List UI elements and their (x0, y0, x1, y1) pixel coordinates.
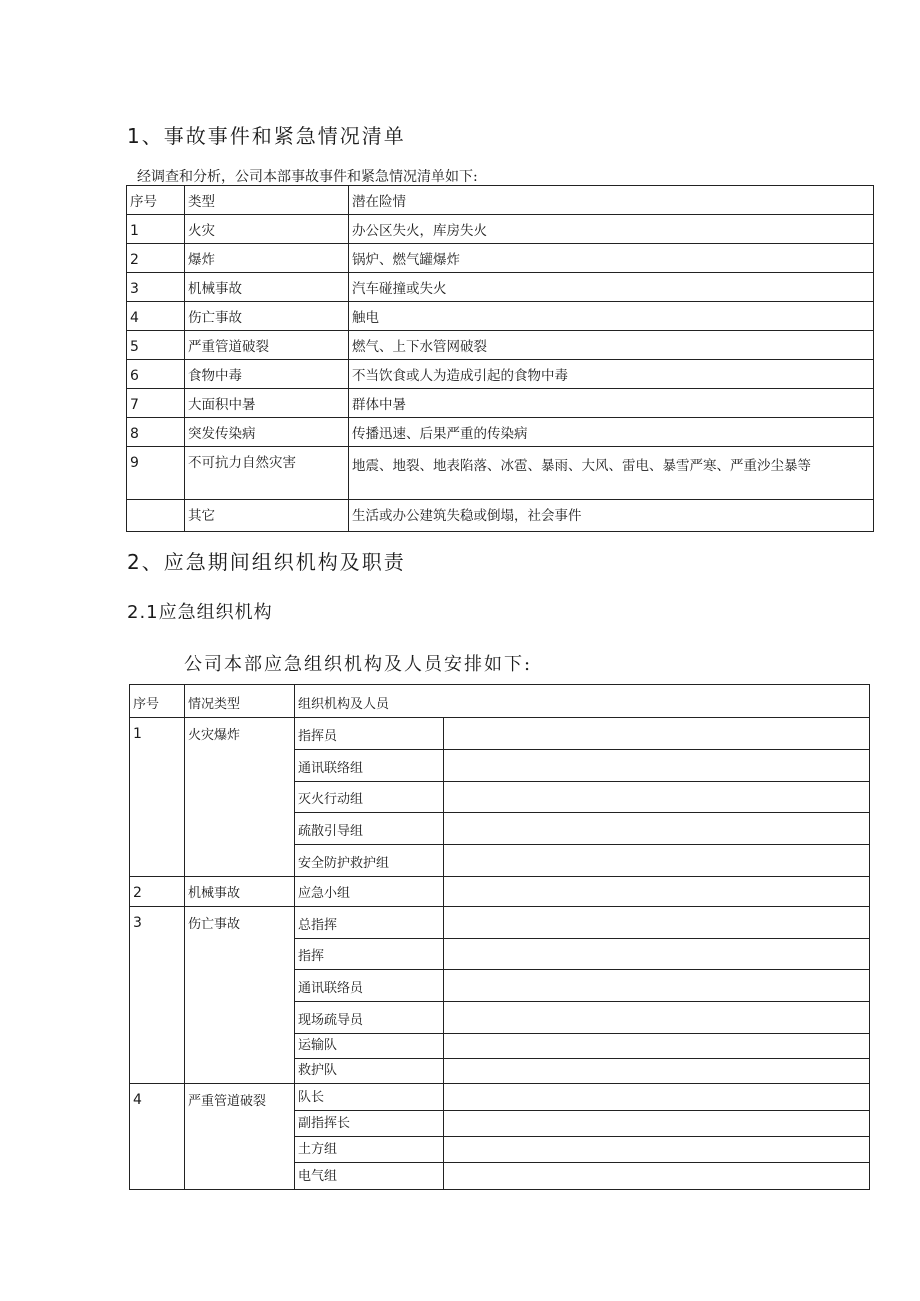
personnel-cell (444, 782, 870, 813)
row-risk: 汽车碰撞或失火 (349, 273, 874, 302)
personnel-cell (444, 877, 870, 907)
personnel-cell (444, 907, 870, 939)
row-risk: 传播迅速、后果严重的传染病 (349, 418, 874, 447)
table-row (130, 877, 870, 907)
personnel-cell (444, 1034, 870, 1059)
table-row (127, 360, 874, 389)
incident-list-table (126, 185, 874, 532)
role-cell: 队长 (295, 1084, 444, 1111)
row-risk: 群体中暑 (349, 389, 874, 418)
role-cell: 通讯联络员 (295, 970, 444, 1002)
row-number: 6 (127, 360, 185, 389)
header-cell: 情况类型 (185, 685, 295, 718)
row-risk: 锅炉、燃气罐爆炸 (349, 244, 874, 273)
row-number: 7 (127, 389, 185, 418)
section2-intro: 公司本部应急组织机构及人员安排如下: (184, 654, 533, 675)
table-row (127, 273, 874, 302)
row-number: 4 (127, 302, 185, 331)
table-row (127, 331, 874, 360)
row-number: 2 (127, 244, 185, 273)
section1-intro: 经调查和分析，公司本部事故事件和紧急情况清单如下: (137, 169, 478, 185)
row-number: 1 (127, 215, 185, 244)
role-cell: 电气组 (295, 1163, 444, 1190)
row-type: 食物中毒 (185, 360, 349, 389)
personnel-cell (444, 813, 870, 845)
header-cell: 类型 (185, 186, 349, 215)
header-cell: 组织机构及人员 (295, 685, 870, 718)
row-type: 火灾 (185, 215, 349, 244)
group-type: 伤亡事故 (185, 907, 295, 1084)
table-row (127, 302, 874, 331)
personnel-cell (444, 1163, 870, 1190)
personnel-cell (444, 1084, 870, 1111)
role-cell: 运输队 (295, 1034, 444, 1059)
table-row (127, 244, 874, 273)
table-row (130, 718, 870, 750)
personnel-cell (444, 1002, 870, 1034)
role-cell: 疏散引导组 (295, 813, 444, 845)
table-row (130, 907, 870, 939)
row-type: 伤亡事故 (185, 302, 349, 331)
row-number: 3 (127, 273, 185, 302)
row-risk: 地震、地裂、地表陷落、冰雹、暴雨、大风、雷电、暴雪严寒、严重沙尘暴等 (349, 447, 874, 500)
row-type: 突发传染病 (185, 418, 349, 447)
row-risk: 办公区失火，库房失火 (349, 215, 874, 244)
role-cell: 安全防护救护组 (295, 845, 444, 877)
role-cell: 现场疏导员 (295, 1002, 444, 1034)
personnel-cell (444, 1111, 870, 1137)
table-row (127, 500, 874, 532)
row-risk: 触电 (349, 302, 874, 331)
personnel-cell (444, 718, 870, 750)
group-type: 严重管道破裂 (185, 1084, 295, 1190)
row-type: 不可抗力自然灾害 (185, 447, 349, 500)
group-type: 火灾爆炸 (185, 718, 295, 877)
table-header-row (127, 186, 874, 215)
group-number: 4 (130, 1084, 185, 1190)
header-cell: 潜在险情 (349, 186, 874, 215)
personnel-cell (444, 845, 870, 877)
group-number: 3 (130, 907, 185, 1084)
personnel-cell (444, 1137, 870, 1163)
personnel-cell (444, 970, 870, 1002)
role-cell: 灭火行动组 (295, 782, 444, 813)
section2-1-title: 2.1应急组织机构 (127, 602, 273, 623)
row-number: 5 (127, 331, 185, 360)
group-number: 1 (130, 718, 185, 877)
section2-title: 2、应急期间组织机构及职责 (127, 550, 406, 574)
role-cell: 应急小组 (295, 877, 444, 907)
row-type: 机械事故 (185, 273, 349, 302)
role-cell: 副指挥长 (295, 1111, 444, 1137)
personnel-cell (444, 1059, 870, 1084)
role-cell: 土方组 (295, 1137, 444, 1163)
row-risk: 燃气、上下水管网破裂 (349, 331, 874, 360)
role-cell: 救护队 (295, 1059, 444, 1084)
personnel-cell (444, 939, 870, 970)
emergency-org-table (129, 684, 870, 1190)
role-cell: 总指挥 (295, 907, 444, 939)
table-row (127, 418, 874, 447)
row-type: 大面积中暑 (185, 389, 349, 418)
row-risk: 不当饮食或人为造成引起的食物中毒 (349, 360, 874, 389)
group-type: 机械事故 (185, 877, 295, 907)
section1-title: 1、事故事件和紧急情况清单 (127, 124, 406, 148)
row-type: 其它 (185, 500, 349, 532)
role-cell: 指挥员 (295, 718, 444, 750)
row-number: 8 (127, 418, 185, 447)
group-number: 2 (130, 877, 185, 907)
row-number (127, 500, 185, 532)
table-row (127, 215, 874, 244)
row-number: 9 (127, 447, 185, 500)
personnel-cell (444, 750, 870, 782)
header-cell: 序号 (130, 685, 185, 718)
table-header-row (130, 685, 870, 718)
header-cell: 序号 (127, 186, 185, 215)
row-risk: 生活或办公建筑失稳或倒塌，社会事件 (349, 500, 874, 532)
role-cell: 指挥 (295, 939, 444, 970)
table-row (127, 447, 874, 500)
role-cell: 通讯联络组 (295, 750, 444, 782)
table-row (127, 389, 874, 418)
row-type: 爆炸 (185, 244, 349, 273)
table-row (130, 1084, 870, 1111)
row-type: 严重管道破裂 (185, 331, 349, 360)
